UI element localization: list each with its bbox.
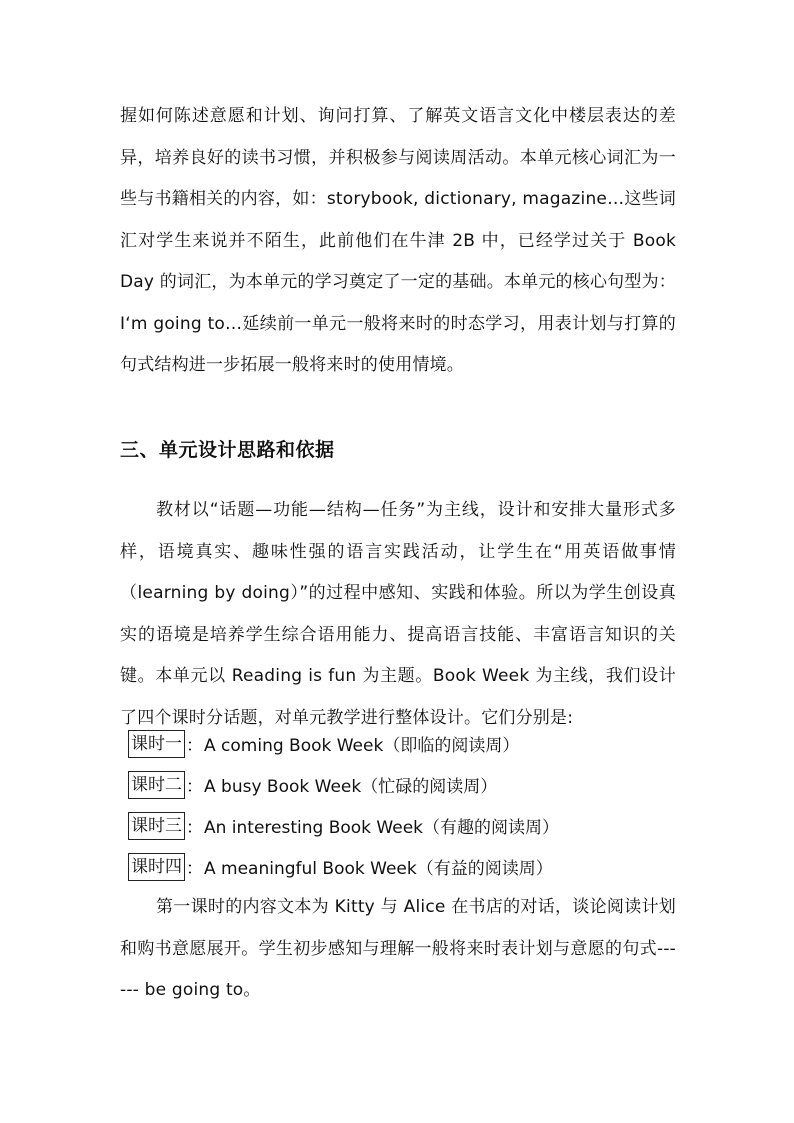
section-heading: 三、单元设计思路和依据 [120, 439, 335, 461]
lesson-separator: ： [186, 777, 203, 797]
lesson-separator: ： [186, 859, 203, 879]
lesson-title: A coming Book Week（即临的阅读周） [204, 736, 520, 756]
lesson-item [128, 764, 559, 805]
lesson-tag: 课时四 [128, 853, 185, 881]
lesson-tag: 课时一 [128, 730, 185, 758]
lesson-item [128, 846, 559, 887]
lesson-one-paragraph: 第一课时的内容文本为 Kitty 与 Alice 在书店的对话，谈论阅读计划和购书意愿展开。学生初步感知与理解一般将来时表计划与意愿的句式------ be going to。 [120, 897, 676, 1000]
lesson-separator: ： [186, 818, 203, 838]
lesson-separator: ： [186, 736, 203, 756]
design-paragraph: 教材以“话题—功能—结构—任务”为主线，设计和安排大量形式多样，语境真实、趣味性强的语言实践活动，让学生在“用英语做事情（learning by doing）”的过程中感知、实践和体验。所以为学生创设真实的语境是培养学生综合语用能力、提高语言技能、丰富语言知识的关键。本单元以 Reading is fun 为主题。Book Week 为主线，我们设计了四个课时分话题，对单元教学进行整体设计。它们分别是: [120, 500, 676, 728]
intro-paragraph: 握如何陈述意愿和计划、询问打算、了解英文语言文化中楼层表达的差异，培养良好的读书习惯，并积极参与阅读周活动。本单元核心词汇为一些与书籍相关的内容，如：storybook, dictionary, magazine…这些词汇对学生来说并不陌生，此前他们在牛津 2B 中，已经学过关于 Book Day 的词汇，为本单元的学习奠定了一定的基础。本单元的核心句型为：I‘m going to…延续前一单元一般将来时的时态学习，用表计划与打算的句式结构进一步拓展一般将来时的使用情境。 [120, 106, 676, 375]
lesson-tag: 课时三 [128, 812, 185, 840]
lesson-item [128, 723, 559, 764]
lesson-title: A busy Book Week（忙碌的阅读周） [204, 777, 498, 797]
lesson-item [128, 805, 559, 846]
lesson-list [128, 723, 559, 887]
lesson-title: A meaningful Book Week（有益的阅读周） [204, 859, 553, 879]
lesson-title: An interesting Book Week（有趣的阅读周） [204, 818, 560, 838]
lesson-tag: 课时二 [128, 771, 185, 799]
